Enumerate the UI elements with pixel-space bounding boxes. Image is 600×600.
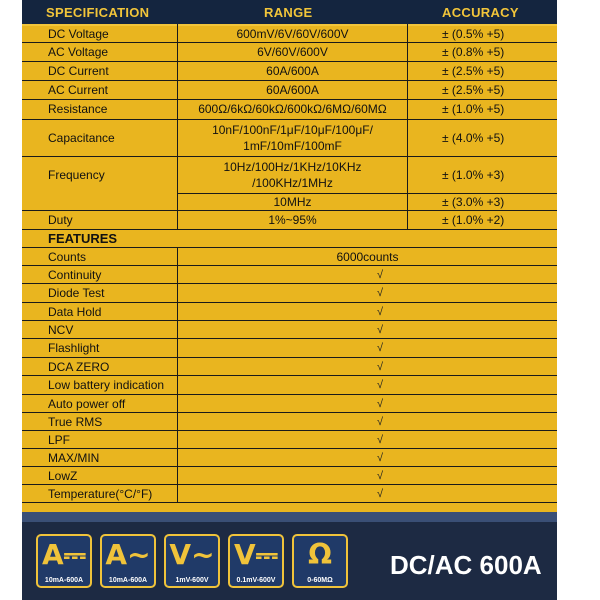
dc-current-icon: A⎓ 10mA-600A xyxy=(36,534,92,588)
features-title: FEATURES xyxy=(48,231,118,246)
check-mark-icon: √ xyxy=(376,488,384,500)
check-mark-icon: √ xyxy=(376,379,384,391)
icon-range-label: 0-60MΩ xyxy=(307,577,333,584)
spec-accuracy: ± (4.0% +5) xyxy=(442,131,505,145)
check-mark-icon: √ xyxy=(376,416,384,428)
spec-accuracy: ± (1.0% +2) xyxy=(442,213,505,227)
feature-name: Data Hold xyxy=(48,305,102,319)
icon-range-label: 0.1mV-600V xyxy=(236,577,276,584)
icon-range-label: 10mA-600A xyxy=(108,577,148,584)
spec-name: AC Current xyxy=(48,83,109,97)
feature-name: Flashlight xyxy=(48,341,100,355)
spec-accuracy: ± (2.5% +5) xyxy=(442,83,505,97)
ac-voltage-icon: V~ 1mV-600V xyxy=(164,534,220,588)
check-mark-icon: √ xyxy=(376,287,384,299)
check-mark-icon: √ xyxy=(376,361,384,373)
check-mark-icon: √ xyxy=(376,324,384,336)
spec-range: 60A/600A xyxy=(266,83,319,97)
check-mark-icon: √ xyxy=(376,306,384,318)
spec-range: 600mV/6V/60V/600V xyxy=(236,27,349,41)
bottom-band xyxy=(22,512,557,600)
spec-range: 60A/600A xyxy=(266,64,319,78)
feature-name: NCV xyxy=(48,323,74,337)
spec-accuracy: ± (0.5% +5) xyxy=(442,27,505,41)
ac-current-icon: A~ 10mA-600A xyxy=(100,534,156,588)
feature-name: Diode Test xyxy=(48,286,105,300)
spec-name: DC Current xyxy=(48,64,109,78)
feature-name: Continuity xyxy=(48,268,102,282)
icon-range-label: 1mV-600V xyxy=(175,577,209,584)
header-range: RANGE xyxy=(264,5,313,20)
spec-range: 10MHz xyxy=(273,195,312,209)
feature-name: Counts xyxy=(48,250,87,264)
check-mark-icon: √ xyxy=(376,470,384,482)
check-mark-icon: √ xyxy=(376,398,384,410)
check-mark-icon: √ xyxy=(376,269,384,281)
header-accuracy: ACCURACY xyxy=(442,5,519,20)
check-mark-icon: √ xyxy=(376,342,384,354)
spec-range-line2: /100KHz/1MHz xyxy=(252,176,333,190)
feature-name: Temperature(°C/°F) xyxy=(48,487,153,501)
spec-range: 1%~95% xyxy=(268,213,317,227)
resistance-icon: Ω 0-60MΩ xyxy=(292,534,348,588)
feature-value: 6000counts xyxy=(336,250,399,264)
spec-range-line2: 1mF/10mF/100mF xyxy=(243,139,342,153)
feature-name: MAX/MIN xyxy=(48,451,100,465)
spec-panel xyxy=(22,0,557,600)
spec-name: DC Voltage xyxy=(48,27,109,41)
feature-name: Auto power off xyxy=(48,397,126,411)
check-mark-icon: √ xyxy=(376,434,384,446)
feature-name: Low battery indication xyxy=(48,378,165,392)
spec-accuracy: ± (2.5% +5) xyxy=(442,64,505,78)
icon-range-label: 10mA-600A xyxy=(44,577,84,584)
spec-range-line1: 10Hz/100Hz/1KHz/10KHz xyxy=(223,160,362,174)
spec-accuracy: ± (1.0% +5) xyxy=(442,102,505,116)
spec-name: Resistance xyxy=(48,102,108,116)
spec-accuracy: ± (0.8% +5) xyxy=(442,45,505,59)
header-specification: SPECIFICATION xyxy=(46,5,150,20)
spec-accuracy: ± (1.0% +3) xyxy=(442,168,505,182)
feature-name: DCA ZERO xyxy=(48,360,110,374)
spec-name: Frequency xyxy=(48,168,105,182)
dc-voltage-icon: V⎓ 0.1mV-600V xyxy=(228,534,284,588)
spec-name: AC Voltage xyxy=(48,45,109,59)
spec-range-line1: 10nF/100nF/1μF/10μF/100μF/ xyxy=(212,123,373,137)
check-mark-icon: √ xyxy=(376,452,384,464)
feature-name: True RMS xyxy=(48,415,103,429)
stripe-divider xyxy=(22,512,557,522)
spec-name: Duty xyxy=(48,213,73,227)
spec-name: Capacitance xyxy=(48,131,115,145)
spec-range: 600Ω/6kΩ/60kΩ/600kΩ/6MΩ/60MΩ xyxy=(198,102,387,116)
model-name: DC/AC 600A xyxy=(390,550,542,580)
spec-range: 6V/60V/600V xyxy=(257,45,328,59)
feature-name: LPF xyxy=(48,433,71,447)
feature-name: LowZ xyxy=(48,469,78,483)
spec-accuracy: ± (3.0% +3) xyxy=(442,195,505,209)
